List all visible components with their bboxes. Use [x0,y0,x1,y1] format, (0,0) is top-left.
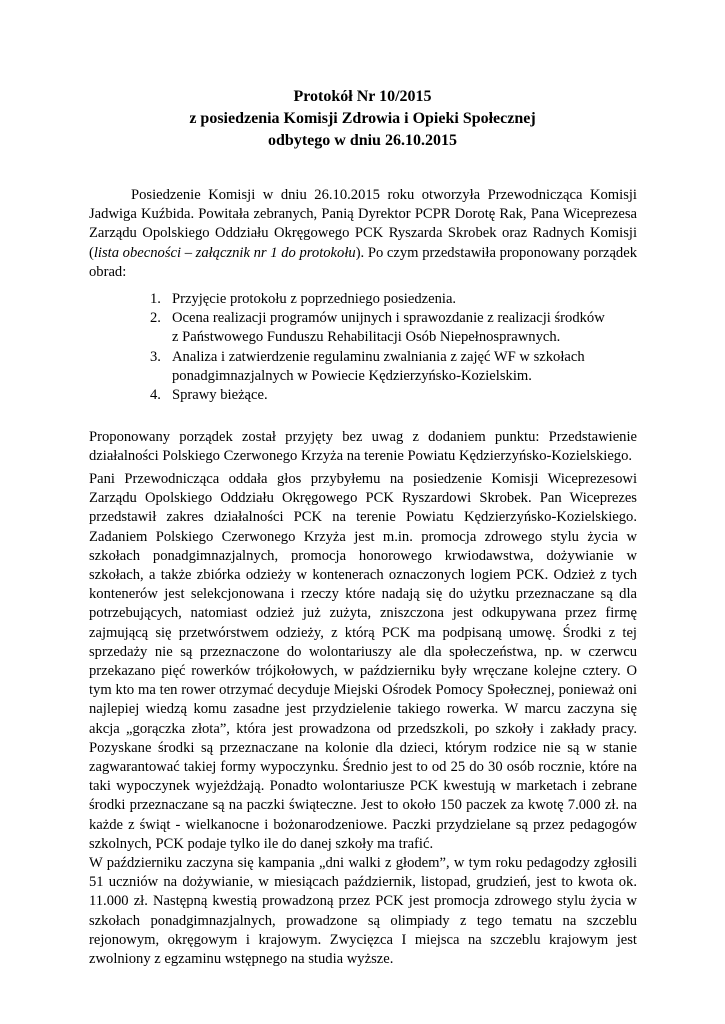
title-line-3: odbytego w dniu 26.10.2015 [268,132,457,149]
accepted-text: Proponowany porządek został przyjęty bez uwag z dodaniem punktu: Przedstawienie działalności Polskiego Czerwonego Krzyża na terenie Powiatu Kędzierzyńsko-Kozielskiego. [89,429,637,465]
intro-text: Posiedzenie Komisji w dniu 26.10.2015 roku otworzyła Przewodnicząca Komisji Jadwiga Kuźbida. Powitała zebranych, Panią Dyrektor PCPR Dorotę Rak, Pana Wiceprezesa Zarządu Opolskiego Oddziału Okręgowego PCK Ryszarda Skrobek oraz Radnych Komisji ( [89,187,637,261]
intro-text-end: ). Po czym przedstawiła proponowany porządek obrad: [89,244,637,280]
title-line-2: z posiedzenia Komisji Zdrowia i Opieki Społecznej [189,110,536,127]
agenda-item [150,309,640,347]
agenda-item-text: Ocena realizacji programów unijnych i sprawozdanie z realizacji środków z Państwowego Funduszu Rehabilitacji Osób Niepełnosprawnych. [172,310,605,346]
document-title [0,86,725,152]
agenda-item-number: 2. [150,310,161,327]
october-text: W październiku zaczyna się kampania „dni walki z głodem”, w tym roku pedagodzy zgłosili 51 uczniów na dożywianie, w miesiącach październik, listopad, grudzień, jest to kwota ok. 11.000 zł. Następną kwestią prowadzoną przez PCK jest promocja zdrowego stylu życia w szkołach ponadgimnazjalnych, prowadzone są olimpiady z tego tematu na szczeblu rejonowym, okręgowym i krajowym. Zwycięzca I miejsca na szczeblu krajowym jest zwolniony z egzaminu wstępnego na studia wyższe. [89,855,637,968]
agenda-item-text: Sprawy bieżące. [172,387,268,404]
title-line-1: Protokół Nr 10/2015 [293,88,432,105]
agenda-item-number: 4. [150,387,161,404]
pck-paragraph [89,470,637,969]
agenda-item [150,290,640,309]
agenda-item-number: 1. [150,291,161,307]
agenda-list [150,290,640,405]
agenda-item-number: 3. [150,348,161,365]
agenda-item [150,386,640,405]
intro-paragraph [89,186,637,282]
agenda-item-text: Analiza i zatwierdzenie regulaminu zwalniania z zajęć WF w szkołach ponadgimnazjalnych w Powiecie Kędzierzyńsko-Kozielskim. [172,348,585,384]
accepted-paragraph [89,428,637,466]
agenda-item-text: Przyjęcie protokołu z poprzedniego posiedzenia. [172,291,457,307]
pck-text: Pani Przewodnicząca oddała głos przybyłemu na posiedzenie Komisji Wiceprezesowi Zarządu Opolskiego Oddziału Okręgowego PCK Ryszardowi Skrobek. Pan Wiceprezes przedstawił zakres działalności PCK na terenie Powiatu Kędzierzyńsko-Kozielskiego. Zadaniem Polskiego Czerwonego Krzyża jest m.in. promocja zdrowego stylu życia w szkołach ponadgimnazjalnych, promocja honorowego krwiodawstwa, dożywianie w szkołach, a także zbiórka odzieży w kontenerach oznaczonych logiem PCK. Odzież z tych kontenerów jest selekcjonowana i rzeczy które nadają się do użytku przeznaczane są dla potrzebujących, natomiast odzież już zużyta, zniszczona jest odkupywana przez firmę zajmującą się przetwórstwem odzieży, z którą PCK ma podpisaną umowę. Środki z tej sprzedaży nie są przeznaczone do wolontariuszy ale dla społeczeństwa, np. w czerwcu przekazano pięć rowerków trójkołowych, w październiku były wręczane kolejne cztery. O tym kto ma ten rower otrzymać decyduje Miejski Ośrodek Pomocy Społecznej, ponieważ oni najlepiej wiedzą komu zasadne jest przydzielenie takiego rowerka. W marcu zaczyna się akcja „gorączka złota”, która jest prowadzona od przedszkoli, po szkoły i zakłady pracy. Pozyskane środki są przeznaczane na kolonie dla dzieci, którym rodzice nie są w stanie zagwarantować takiej formy wypoczynku. Średnio jest to od 25 do 30 osób rocznie, które na taki wypoczynek wyjeżdżają. Ponadto wolontariusze PCK kwestują w marketach i zebrane środki przeznaczane są na paczki świąteczne. Jest to około 150 paczek za kwotę 7.000 zł. na każde z świąt - wielkanocne i bożonarodzeniowe. Paczki przydzielane są przez pedagogów szkolnych, PCK podaje tylko ile do danej szkoły ma trafić. [89,471,637,852]
intro-attachment-note: lista obecności – załącznik nr 1 do protokołu [93,244,356,261]
agenda-item [150,348,640,386]
